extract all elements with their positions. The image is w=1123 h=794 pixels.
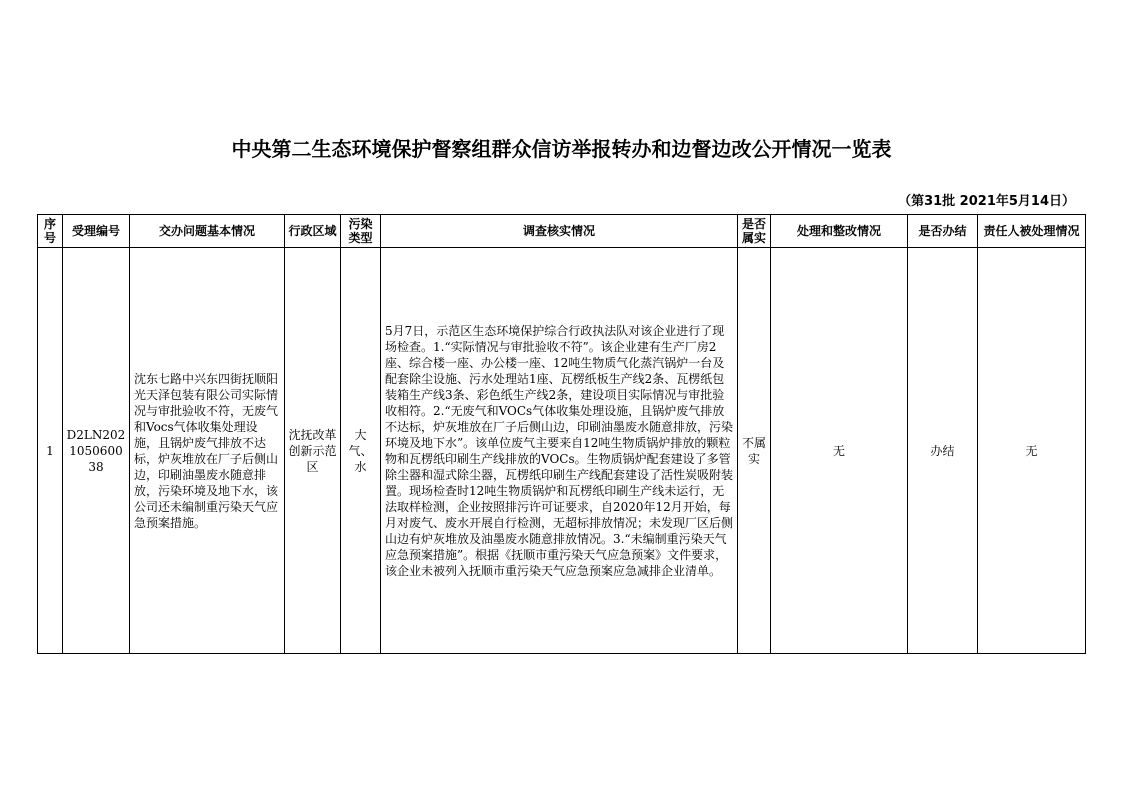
header-acceptance-no: 受理编号 — [63, 215, 130, 248]
cell-pollution-type: 大气、水 — [341, 248, 381, 654]
header-is-closed: 是否办结 — [908, 215, 978, 248]
cell-is-true: 不属实 — [738, 248, 771, 654]
header-investigation: 调查核实情况 — [381, 215, 738, 248]
report-table — [37, 214, 1086, 654]
header-is-true: 是否属实 — [738, 215, 771, 248]
header-pollution-type: 污染类型 — [341, 215, 381, 248]
cell-district: 沈抚改革创新示范区 — [285, 248, 341, 654]
cell-seq: 1 — [38, 248, 63, 654]
header-accountability: 责任人被处理情况 — [978, 215, 1086, 248]
header-handling: 处理和整改情况 — [771, 215, 908, 248]
header-problem: 交办问题基本情况 — [130, 215, 285, 248]
batch-info: （第31批 2021年5月14日） — [898, 194, 1075, 209]
cell-is-closed: 办结 — [908, 248, 978, 654]
header-district: 行政区域 — [285, 215, 341, 248]
table-header-row — [38, 215, 1086, 248]
cell-accountability: 无 — [978, 248, 1086, 654]
cell-problem: 沈东七路中兴东四街抚顺阳光天泽包装有限公司实际情况与审批验收不符，无废气和Vocs气体收集处理设施，且锅炉废气排放不达标，炉灰堆放在厂子后侧山边，印刷油墨废水随意排放，污染环境及地下水，该公司还未编制重污染天气应急预案措施。 — [130, 248, 285, 654]
cell-investigation: 5月7日，示范区生态环境保护综合行政执法队对该企业进行了现场检查。1.“实际情况与审批验收不符”。该企业建有生产厂房2座、综合楼一座、办公楼一座、12吨生物质气化蒸汽锅炉一台及配套除尘设施、污水处理站1座、瓦楞纸板生产线2条、瓦楞纸包装箱生产线3条、彩色纸生产线2条，建设项目实际情况与审批验收相符。2.“无废气和VOCs气体收集处理设施，且锅炉废气排放不达标，炉灰堆放在厂子后侧山边，印刷油墨废水随意排放，污染环境及地下水”。该单位废气主要来自12吨生物质锅炉排放的颗粒物和瓦楞纸印刷生产线排放的VOCs。生物质锅炉配套建设了多管除尘器和湿式除尘器，瓦楞纸印刷生产线配套建设了活性炭吸附装置。现场检查时12吨生物质锅炉和瓦楞纸印刷生产线未运行，无法取样检测，企业按照排污许可证要求，自2020年12月开始，每月对废气、废水开展自行检测，无超标排放情况；未发现厂区后侧山边有炉灰堆放及油墨废水随意排放情况。3.“未编制重污染天气应急预案措施”。根据《抚顺市重污染天气应急预案》文件要求，该企业未被列入抚顺市重污染天气应急预案应急减排企业清单。 — [381, 248, 738, 654]
page-title: 中央第二生态环境保护督察组群众信访举报转办和边督边改公开情况一览表 — [231, 137, 892, 161]
cell-acceptance-no: D2LN202105060038 — [63, 248, 130, 654]
cell-handling: 无 — [771, 248, 908, 654]
header-seq: 序号 — [38, 215, 63, 248]
table-row — [38, 248, 1086, 654]
